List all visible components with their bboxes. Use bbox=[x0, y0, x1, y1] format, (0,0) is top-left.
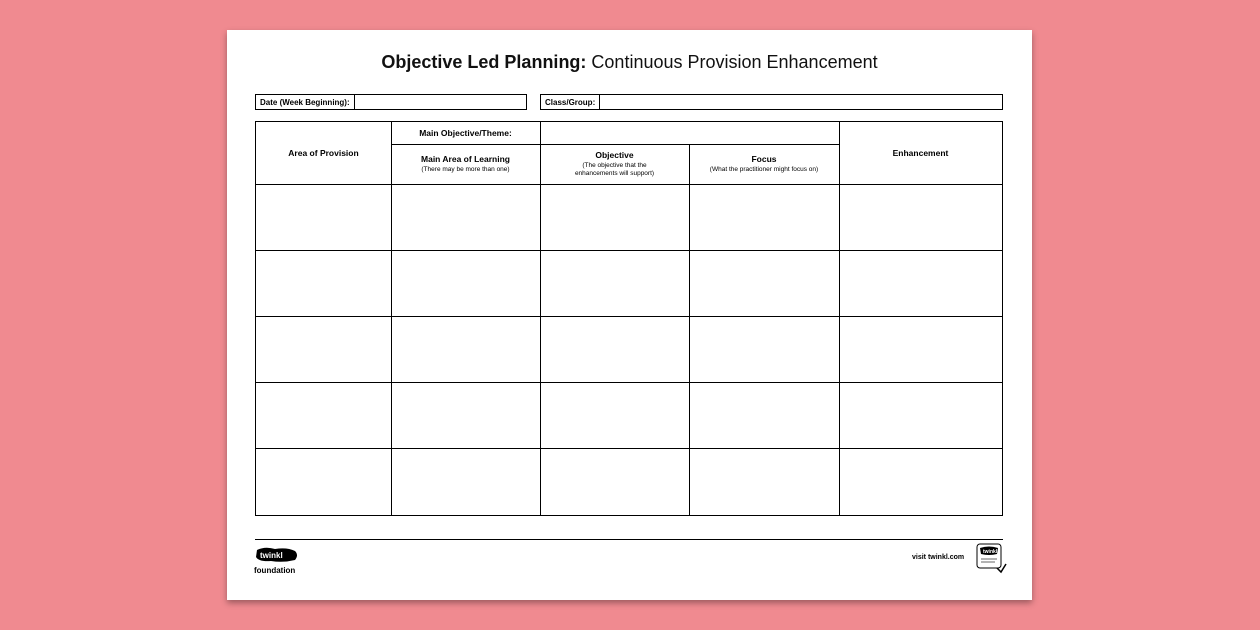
header-area-of-provision bbox=[256, 122, 391, 184]
table-cell-objective[interactable] bbox=[540, 382, 689, 448]
class-group-field[interactable] bbox=[540, 94, 1003, 110]
main-area-learning-sub: (There may be more than one) bbox=[421, 166, 510, 173]
focus-sub: (What the practitioner might focus on) bbox=[709, 166, 819, 173]
visit-link[interactable]: visit twinkl.com bbox=[912, 554, 965, 561]
table-cell-main-area-learning[interactable] bbox=[391, 382, 540, 448]
title-rest: Continuous Provision Enhancement bbox=[586, 52, 878, 72]
table-cell-enhancement[interactable] bbox=[839, 448, 1002, 515]
date-label: Date (Week Beginning): bbox=[256, 95, 355, 109]
header-enhancement bbox=[839, 122, 1002, 184]
table-cell-area-of-provision[interactable] bbox=[256, 448, 391, 515]
footer-divider bbox=[255, 539, 1003, 540]
table-cell-main-area-learning[interactable] bbox=[391, 448, 540, 515]
table-cell-objective[interactable] bbox=[540, 448, 689, 515]
header-focus bbox=[689, 144, 839, 184]
table-cell-focus[interactable] bbox=[689, 184, 839, 250]
table-cell-focus[interactable] bbox=[689, 448, 839, 515]
table-cell-enhancement[interactable] bbox=[839, 382, 1002, 448]
planning-sheet bbox=[227, 30, 1032, 600]
objective-label: Objective bbox=[595, 150, 634, 160]
twinkl-foundation-logo bbox=[253, 546, 303, 576]
class-group-value[interactable] bbox=[600, 95, 1002, 109]
table-cell-objective[interactable] bbox=[540, 184, 689, 250]
main-area-learning-label: Main Area of Learning bbox=[421, 154, 510, 164]
table-cell-area-of-provision[interactable] bbox=[256, 184, 391, 250]
enhancement-label: Enhancement bbox=[892, 148, 949, 158]
table-cell-area-of-provision[interactable] bbox=[256, 382, 391, 448]
table-cell-objective[interactable] bbox=[540, 316, 689, 382]
table-cell-focus[interactable] bbox=[689, 382, 839, 448]
logo-text-top: twinkl bbox=[260, 551, 283, 560]
table-cell-main-area-learning[interactable] bbox=[391, 184, 540, 250]
header-main-objective bbox=[391, 122, 540, 144]
date-field[interactable] bbox=[255, 94, 527, 110]
logo-text-bottom: foundation bbox=[254, 566, 296, 575]
badge-text: twinkl bbox=[983, 549, 998, 555]
table-cell-objective[interactable] bbox=[540, 250, 689, 316]
date-value[interactable] bbox=[355, 95, 526, 109]
area-of-provision-label: Area of Provision bbox=[288, 148, 359, 158]
focus-label: Focus bbox=[751, 154, 777, 164]
table-cell-area-of-provision[interactable] bbox=[256, 250, 391, 316]
table-cell-enhancement[interactable] bbox=[839, 184, 1002, 250]
main-objective-input[interactable] bbox=[540, 122, 839, 144]
table-cell-focus[interactable] bbox=[689, 250, 839, 316]
table-cell-main-area-learning[interactable] bbox=[391, 316, 540, 382]
table-cell-enhancement[interactable] bbox=[839, 250, 1002, 316]
page-title bbox=[227, 52, 1032, 73]
planning-table bbox=[255, 121, 1003, 516]
header-objective bbox=[540, 144, 689, 184]
quality-badge-icon bbox=[975, 542, 1007, 574]
table-cell-focus[interactable] bbox=[689, 316, 839, 382]
objective-sub: (The objective that the enhancements will support) bbox=[574, 162, 655, 177]
table-cell-enhancement[interactable] bbox=[839, 316, 1002, 382]
class-group-label: Class/Group: bbox=[541, 95, 600, 109]
table-cell-main-area-learning[interactable] bbox=[391, 250, 540, 316]
main-objective-label: Main Objective/Theme: bbox=[419, 128, 512, 138]
table-cell-area-of-provision[interactable] bbox=[256, 316, 391, 382]
title-bold: Objective Led Planning: bbox=[381, 52, 587, 72]
header-main-area-learning bbox=[391, 144, 540, 184]
